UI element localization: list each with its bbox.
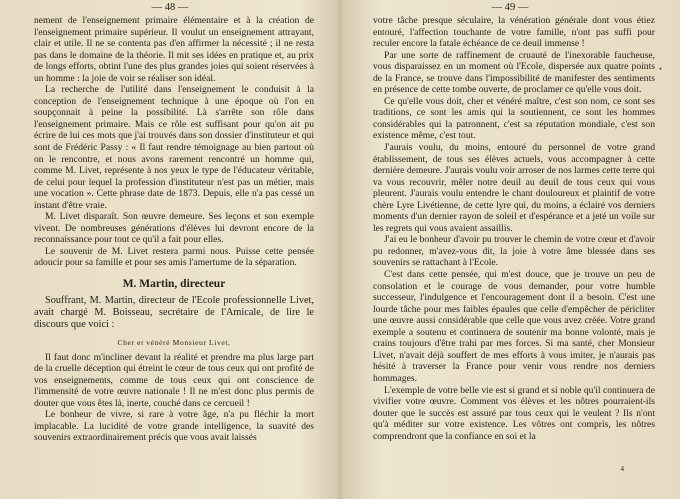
paragraph: Le souvenir de M. Livet restera parmi nous. Puisse cette pensée adoucir pour sa famille et pour ses amis l'amertume de la séparation.: [34, 245, 314, 269]
paragraph: Par une sorte de raffinement de cruauté de l'inexorable faucheuse, vous disparaissez en un moment où l'Ecole, dispersée aux quatre points de la France, se trouve dans l'impossibilité de manifester des sentiments en présence de cette tombe ouverte, de proclamer ce qu'elle vous doit.: [373, 49, 655, 96]
signature-mark: 4: [620, 465, 624, 473]
paragraph: L'exemple de votre belle vie est si grand et si noble qu'il continuera de vivifier votre œuvre. Comment vos élèves et les nôtres pourraient-ils douter que le succès est assuré par tous ceux qui le veulent ? Ils n'ont qu'à méditer sur votre existence. Les vôtres ont compris, les nôtres comprendront que la confiance en soi et la: [373, 384, 655, 442]
paragraph: J'aurais voulu, du moins, entouré du personnel de votre grand établissement, de tous ses élèves actuels, vous accompagner à cette dernière demeure. J'aurais voulu voir arroser de nos larmes cette terre qui va vous recouvrir, mêler notre deuil au deuil de tous ceux qui vous pleurent. J'aurais voulu entendre le chant douloureux et plaintif de votre chère Lyre Livétienne, de cette lyre qui, du moins, a éclairé vos derniers moments d'un dernier rayon de soleil et d'espérance et a jeté un voile sur les regrets qui vous avaient assaillis.: [373, 142, 655, 234]
paragraph: votre tâche presque séculaire, la vénération générale dont vous étiez entouré, l'affection touchante de votre famille, n'ont pas suffi pour reculer encore la fatale échéance de ce deuil immense !: [373, 15, 655, 50]
paragraph: J'ai eu le bonheur d'avoir pu trouver le chemin de votre cœur et d'avoir pu redonner, m'avez-vous dit, la joie à votre âme blessée dans ses souvenirs se rattachant à l'Ecole.: [373, 234, 655, 269]
paragraph: La recherche de l'utilité dans l'enseignement le conduisit à la conception de l'enseignement technique à une époque où l'on en soupçonnait à peine la possibilité. Là s'arrête son rôle dans l'enseignement primaire. Mais ce rôle est suffisant pour qu'on ait pu écrire de lui ces mots que j'ai trouvés dans son dossier d'instituteur et qui sont de Frédéric Passy : « Il faut rendre témoignage au bien partout où on le rencontre, et nous avons rarement rencontré un homme qui, comme M. Livet, représente à nos yeux le type de l'éducateur véritable, de celui pour lequel la profession d'instituteur n'est pas un métier, mais une vocation ». Cette phrase date de 1873. Depuis, elle n'a pas cessé un instant d'être vraie.: [34, 84, 314, 211]
page-number-48: — 48 —: [151, 2, 189, 13]
paragraph: Ce qu'elle vous doit, cher et vénéré maître, c'est son nom, ce sont ses traditions, ce sont les amis qui la soutiennent, ce sont les hommes considérables qui la patronnent, c'est sa réputation mondiale, c'est son existence même, c'est tout.: [373, 95, 655, 142]
right-page: [340, 0, 680, 499]
salutation: Cher et vénéré Monsieur Livet,: [117, 337, 231, 347]
paragraph: nement de l'enseignement primaire élémentaire et à la création de l'enseignement primaire supérieur. Il voulut un enseignement attrayant, clair et utile. Il ne se contenta pas d'en affirmer la nécessité ; il ne resta pas dans le domaine de la théorie. Il mit ses idées en pratique et, au prix de longs efforts, obtint l'une des plus grandes joies qui soient réservées à un homme : la joie de voir se réaliser son idéal.: [34, 15, 314, 84]
speech-paragraph: Il faut donc m'incliner devant la réalité et prendre ma plus large part de la cruelle déception qui étreint le cœur de tous ceux qui ont profité de vos enseignements, comme de tous ceux qui ont conscience de l'immensité de votre œuvre nationale ! Il ne m'est donc plus permis de douter que vous êtes là, inerte, couché dans ce cercueil !: [34, 351, 314, 409]
section-heading: M. Martin, directeur: [122, 278, 226, 291]
paragraph: M. Livet disparaît. Son œuvre demeure. Ses leçons et son exemple vivent. De nombreuses générations d'élèves lui devront encore de la reconnaissance pour tout ce qu'il a fait pour elles.: [34, 211, 314, 246]
intro-block: [34, 295, 314, 332]
intro-paragraph: Souffrant, M. Martin, directeur de l'Ecole professionnelle Livet, avait chargé M. Boisseau, secrétaire de l'Amicale, de lire le discours que voici :: [34, 295, 314, 331]
right-page-body: [373, 15, 655, 442]
paragraph: C'est dans cette pensée, qui m'est douce, que je trouve un peu de consolation et le courage de vous demander, pour votre humble successeur, l'indulgence et l'encouragement dont il a besoin. C'est une lourde tâche pour mes faibles épaules que celle d'empêcher de péricliter une œuvre aussi considérable que celle que vous avez créée. Votre grand exemple a soutenu et continuera de soutenir ma bonne volonté, mais je crains toujours d'être trahi par mes forces. Si ma santé, cher Monsieur Livet, n'avait déjà souffert de mes efforts à vous imiter, je n'aurais pas hésité à traverser la France pour venir vous rendre nos derniers hommages.: [373, 269, 655, 384]
left-page-body: [34, 15, 314, 444]
speech-paragraph: Le bonheur de vivre, si rare à votre âge, n'a pu fléchir la mort implacable. La lucidité de votre grande intelligence, la suavité des souvenirs extraordinairement précis que vous avait laissés: [34, 409, 314, 444]
margin-mark: •: [658, 64, 662, 74]
page-number-49: — 49 —: [491, 2, 529, 13]
